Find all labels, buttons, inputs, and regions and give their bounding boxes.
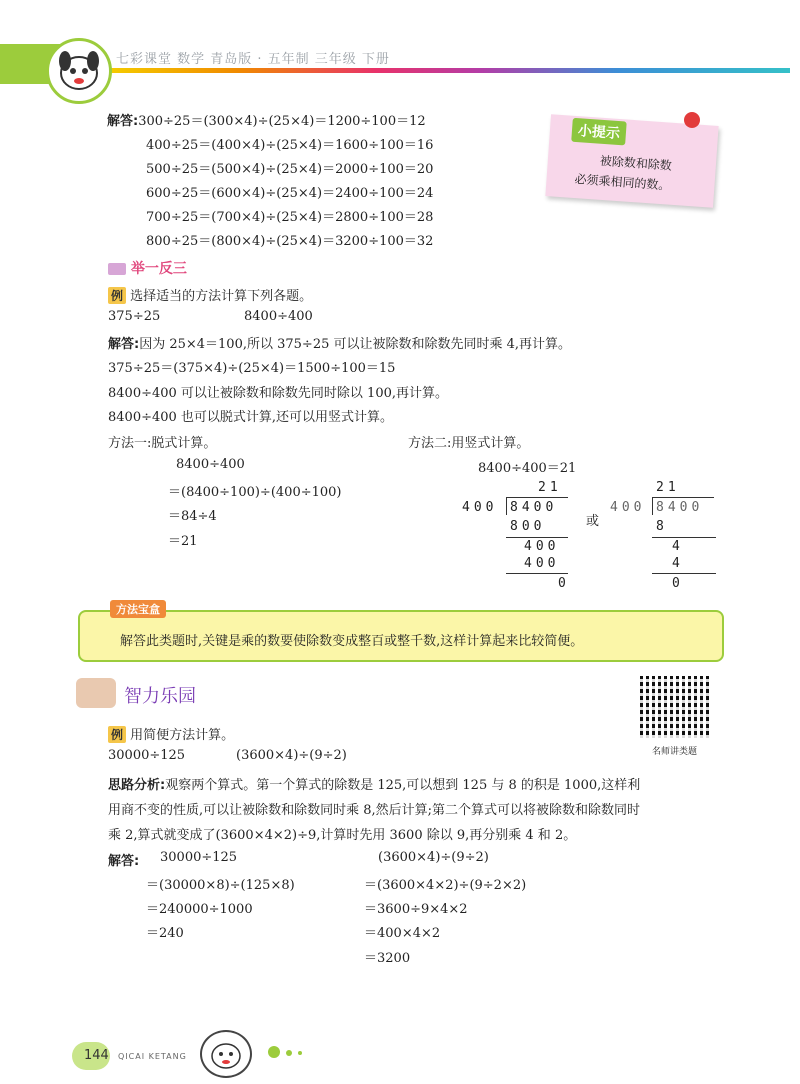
example-text: 选择适当的方法计算下列各题。 (130, 289, 313, 304)
solution-line: 800÷25＝(800×4)÷(25×4)＝3200÷100＝32 (146, 234, 434, 249)
example-tag: 例 (108, 287, 126, 304)
left-step: ＝240 (146, 926, 184, 941)
solution-line: 300÷25＝(300×4)÷(25×4)＝1200÷100＝12 (138, 114, 426, 129)
section-heading (108, 258, 187, 278)
division1-rule (506, 573, 568, 574)
analysis-text: 观察两个算式。第一个算式的除数是 125,可以想到 125 与 8 的积是 1000,这样利 (165, 778, 641, 793)
division1-remainder: 0 (558, 576, 570, 591)
section-title: 举一反三 (130, 261, 187, 277)
left-step: ＝(30000×8)÷(125×8) (146, 878, 295, 893)
solution-line: 600÷25＝(600×4)÷(25×4)＝2400÷100＝24 (146, 186, 434, 201)
or-text: 或 (586, 514, 600, 529)
method2-title: 方法二:用竖式计算。 (408, 436, 530, 451)
division1-step: 400 (524, 539, 560, 554)
method1-step: 8400÷400 (176, 457, 245, 472)
analysis-text: 用商不变的性质,可以让被除数和除数同时乘 8,然后计算;第二个算式可以将被除数和除数同时 (108, 803, 641, 818)
dog-icon (202, 1032, 250, 1076)
eraser-icon (108, 263, 126, 275)
tip-line: 必须乘相同的数。 (574, 172, 671, 193)
example-tag: 例 (108, 726, 126, 743)
section2-title: 智力乐园 (124, 686, 196, 707)
division1-rule (506, 537, 568, 538)
header-rainbow-line (100, 68, 790, 73)
division1-bracket (506, 497, 568, 498)
example-line (108, 285, 312, 304)
problem: 375÷25 (108, 309, 161, 324)
method-box-tag: 方法宝盒 (110, 600, 166, 618)
decor-dot (268, 1046, 280, 1058)
tip-line: 被除数和除数 (599, 153, 673, 173)
pushpin-icon (684, 112, 700, 128)
page-number: 144 (84, 1048, 109, 1063)
answer-line: 375÷25＝(375×4)÷(25×4)＝1500÷100＝15 (108, 361, 396, 376)
example-text: 用简便方法计算。 (130, 728, 235, 743)
qr-code-pattern (640, 676, 710, 738)
problem: 30000÷125 (108, 748, 186, 763)
books-icon (76, 678, 116, 708)
right-step: ＝(3600×4×2)÷(9÷2×2) (364, 878, 527, 893)
left-step: 30000÷125 (160, 850, 238, 865)
qr-caption: 名师讲类题 (652, 747, 698, 757)
method-box-text: 解答此类题时,关键是乘的数要使除数变成整百或整千数,这样计算起来比较简便。 (120, 634, 584, 649)
division1-quotient: 21 (538, 480, 562, 495)
right-step: ＝3200 (364, 951, 411, 966)
right-step: ＝3600÷9×4×2 (364, 902, 468, 917)
answer-label: 解答: (107, 114, 139, 129)
solution-line: 400÷25＝(400×4)÷(25×4)＝1600÷100＝16 (146, 138, 434, 153)
solution-line: 700÷25＝(700×4)÷(25×4)＝2800÷100＝28 (146, 210, 434, 225)
division2-bracket (652, 497, 714, 498)
division2-step: 4 (672, 539, 684, 554)
solution-line: 500÷25＝(500×4)÷(25×4)＝2000÷100＝20 (146, 162, 434, 177)
division2-dividend: 8400 (656, 500, 704, 515)
division2-quotient: 21 (656, 480, 680, 495)
division2-remainder: 0 (672, 576, 684, 591)
answer-label: 解答: (108, 337, 140, 352)
header-title: 七彩课堂 数学 青岛版 · 五年制 三年级 下册 (116, 52, 390, 67)
tip-title: 小提示 (571, 118, 627, 146)
method1-title: 方法一:脱式计算。 (108, 436, 217, 451)
left-step: ＝240000÷1000 (146, 902, 253, 917)
division2-step: 8 (656, 519, 668, 534)
analysis-label: 思路分析: (108, 778, 166, 793)
division1-step: 800 (510, 519, 546, 534)
division2-rule (652, 537, 716, 538)
solution1-block (107, 110, 426, 129)
answer-line (108, 333, 571, 352)
tip-card (545, 114, 718, 208)
dog-mascot-icon (200, 1030, 252, 1078)
footer-brand: QICAI KETANG (118, 1052, 187, 1061)
division2-divisor: 400 (610, 500, 646, 515)
method1-step: ＝21 (168, 534, 198, 549)
mascot-logo-icon (46, 38, 112, 104)
division2-step: 4 (672, 556, 684, 571)
right-step: ＝400×4×2 (364, 926, 441, 941)
division2-bracket-side (652, 497, 653, 515)
problem: (3600×4)÷(9÷2) (236, 748, 347, 763)
answer-line: 8400÷400 也可以脱式计算,还可以用竖式计算。 (108, 410, 394, 425)
division1-divisor: 400 (462, 500, 498, 515)
dog-icon (49, 41, 109, 101)
analysis-line (108, 774, 640, 793)
division2-rule (652, 573, 716, 574)
method1-step: ＝(8400÷100)÷(400÷100) (168, 485, 342, 500)
method1-step: ＝84÷4 (168, 509, 217, 524)
answer-label-text: 解答: (108, 854, 140, 869)
division1-step: 400 (524, 556, 560, 571)
division1-dividend: 8400 (510, 500, 558, 515)
decor-dot (286, 1050, 292, 1056)
analysis-text: 乘 2,算式就变成了(3600×4×2)÷9,计算时先用 3600 除以 9,再分别乘 4 和 2。 (108, 828, 577, 843)
right-step: (3600×4)÷(9÷2) (378, 850, 489, 865)
method2-equation: 8400÷400＝21 (478, 461, 577, 476)
example-line (108, 724, 234, 743)
answer-label (108, 850, 139, 869)
answer-line: 8400÷400 可以让被除数和除数先同时除以 100,再计算。 (108, 386, 448, 401)
problem: 8400÷400 (244, 309, 313, 324)
decor-dot (298, 1051, 302, 1055)
division1-bracket-side (506, 497, 507, 515)
answer-text: 因为 25×4＝100,所以 375÷25 可以让被除数和除数先同时乘 4,再计算。 (139, 337, 572, 352)
